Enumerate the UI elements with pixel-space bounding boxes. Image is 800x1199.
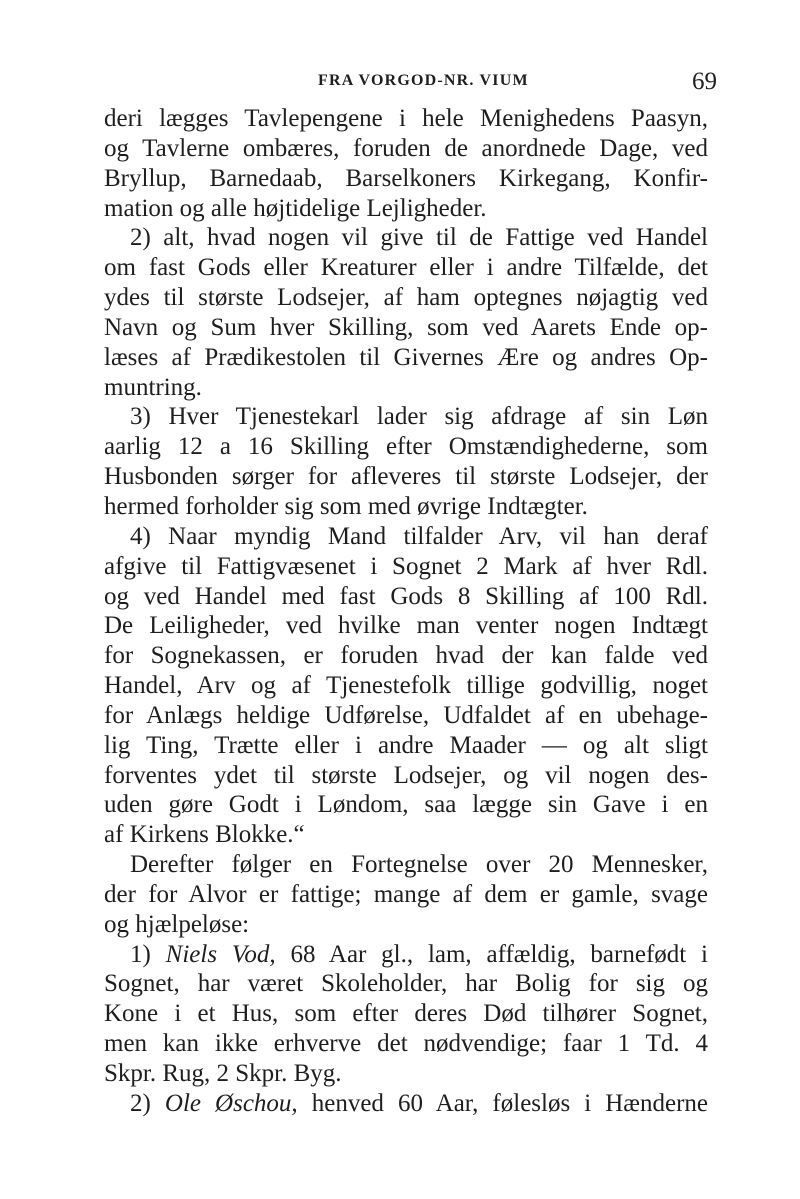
text-line: for Anlægs heldige Udførelse, Udfaldet af en ubehage- (104, 701, 708, 729)
line-rest: 68 Aar gl., lam, affældig, barnefødt i (275, 940, 708, 968)
text-line: forventes ydet til største Lodsejer, og vil nogen des- (104, 761, 708, 789)
text-line: Navn og Sum hver Skilling, som ved Aarets Ende op- (104, 313, 708, 341)
text-line: lig Ting, Trætte eller i andre Maader — og alt sligt (104, 731, 708, 759)
text-line: muntring. (104, 373, 202, 401)
italic-name: Ole Øschou, (164, 1089, 298, 1117)
text-line: ydes til største Lodsejer, af ham optegnes nøjagtig ved (104, 284, 708, 312)
text-line: for Sognekassen, er foruden hvad der kan falde ved (104, 642, 708, 670)
text-line: afgive til Fattigvæsenet i Sognet 2 Mark af hver Rdl. (104, 552, 708, 580)
text-line: deri lægges Tavlepengene i hele Menighedens Paasyn, (104, 105, 708, 132)
text-line: Bryllup, Barnedaab, Barselkoners Kirkegang, Konfir- (104, 164, 708, 192)
text-line (104, 940, 708, 970)
text-line: hermed forholder sig som med øvrige Indtægter. (104, 492, 588, 520)
text-line: uden gøre Godt i Løndom, saa lægge sin Gave i en (104, 791, 708, 819)
body-text (104, 104, 708, 1119)
line-rest: henved 60 Aar, følesløs i Hænderne (297, 1089, 708, 1117)
text-line: De Leiligheder, ved hvilke man venter nogen Indtægt (104, 612, 708, 640)
text-line: om fast Gods eller Kreaturer eller i andre Tilfælde, det (104, 254, 708, 282)
text-line: og Tavlerne ombæres, foruden de anordnede Dage, ved (104, 134, 708, 162)
text-line: 2) alt, hvad nogen vil give til de Fattige ved Handel (130, 224, 708, 252)
text-line: Sognet, har været Skoleholder, har Bolig for sig og (104, 970, 708, 998)
text-line: og ved Handel med fast Gods 8 Skilling af 100 Rdl. (104, 582, 708, 610)
paragraph (104, 402, 708, 521)
line-prefix: 1) (130, 940, 166, 968)
text-line: men kan ikke erhverve det nødvendige; faar 1 Td. 4 (104, 1030, 708, 1058)
text-line: Kone i et Hus, som efter deres Død tilhører Sognet, (104, 1000, 708, 1028)
text-line: og hjælpeløse: (104, 910, 250, 938)
text-line: Skpr. Rug, 2 Skpr. Byg. (104, 1060, 342, 1087)
paragraph (104, 104, 708, 223)
paragraph (104, 850, 708, 940)
text-line: læses af Prædikestolen til Givernes Ære og andres Op- (104, 343, 708, 371)
text-line: mation og alle højtidelige Lejligheder. (104, 194, 487, 222)
paragraph (104, 1089, 708, 1119)
page-number: 69 (692, 68, 717, 95)
text-line: aarlig 12 a 16 Skilling efter Omstændighederne, som (104, 433, 708, 461)
text-line: Handel, Arv og af Tjenestefolk tillige godvillig, noget (104, 672, 708, 700)
text-line: Husbonden sørger for afleveres til største Lodsejer, der (104, 463, 708, 491)
line-prefix: 2) (130, 1089, 165, 1117)
paragraph (104, 522, 708, 850)
paragraph (104, 940, 708, 1089)
text-line: der for Alvor er fattige; mange af dem er gamle, svage (104, 880, 708, 908)
text-line: 3) Hver Tjenestekarl lader sig afdrage af sin Løn (130, 403, 708, 431)
paragraph (104, 223, 708, 402)
text-line: Derefter følger en Fortegnelse over 20 Mennesker, (130, 851, 708, 879)
running-title: FRA VORGOD-NR. VIUM (318, 72, 529, 89)
text-line (104, 1089, 708, 1119)
text-line: 4) Naar myndig Mand tilfalder Arv, vil han deraf (130, 522, 708, 550)
italic-name: Niels Vod, (165, 940, 276, 968)
page-header (0, 68, 800, 108)
text-line: af Kirkens Blokke.“ (104, 821, 305, 849)
